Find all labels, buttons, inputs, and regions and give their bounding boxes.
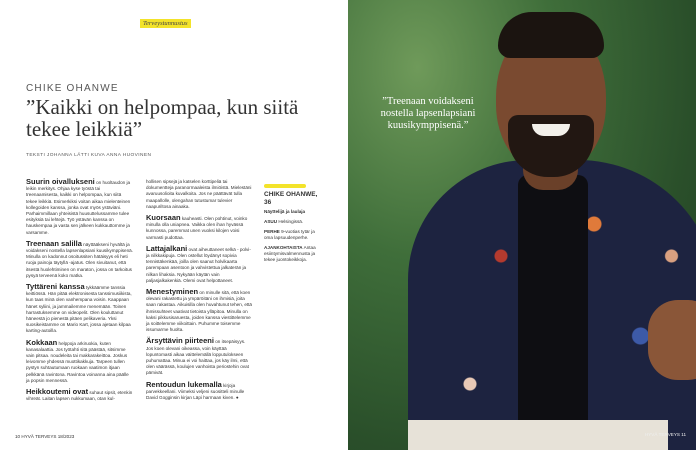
paragraph-lead: Lattajalkani xyxy=(146,243,188,253)
paragraph-lead: Tyttäreni kanssa xyxy=(26,282,85,292)
fact-line xyxy=(264,229,324,241)
paragraph-lead: Kuorsaan xyxy=(146,213,181,223)
fact-label: AJANKOHTAISTA xyxy=(264,245,303,250)
arm xyxy=(648,300,696,380)
paragraph-text: on huoltaudon ja leikin merkitys. Ohjaa kyse työstä tai treenaamisesta, kaikki on helpompaa, kun siitä tekee leikkiä. Esimerkiksi voitan aikaa mielenteinen kollegoiden kanssa, jonka ovat myös ystäviäni. Parhaimmillaan yhteisistä huusuttelussamme tulee esityksiä tai lehtejä. Työ ystävän kanssa on hauskempaa ja vasta sen jälkeen kukkauttomme ja varsamme. xyxy=(26,180,131,235)
page-footer-right: HYVÄ TERVEYS 11 xyxy=(644,432,686,437)
paragraph-text: helppoja arkiruokia, kuten kanasalaattia. Jos työtahti sitä päästää, sitsimme vain pitsaa. noudeleita tai makkarakeittoa. Joskus leivomme yhdessä muottikakkuja. Tarpeen tullen pystyn suhtautumaan ruokaan vaatimon itjaan pelkkänä ravintona. Ravintoa voinanna aina päälle ja popsin mennessä. xyxy=(26,340,129,383)
author-name: CHIKE OHANWE xyxy=(26,83,119,94)
paragraph xyxy=(146,338,253,376)
page-footer-left: 10 HYVÄ TERVEYS 18/2023 xyxy=(15,434,75,439)
black-undershirt xyxy=(518,175,588,435)
fact-line xyxy=(264,219,324,225)
paragraph xyxy=(146,243,253,284)
paragraph-lead: Menestyminen xyxy=(146,287,199,297)
paragraph xyxy=(26,337,133,384)
paragraph xyxy=(146,179,253,210)
paragraph xyxy=(146,289,253,333)
section-tag: Terveystunnustus xyxy=(140,19,191,28)
paragraph xyxy=(146,215,253,241)
paragraph-text: ovat aiheuttaneet selkä - polvi- ja nilkkakipuja. Olen ostellut löydänyt sopivia tennistäkenkää, joilla olen saanut holvikaarta parempaan asentoon ja vahvistettua jalkaterän ja nilkan lihaksia. Nykyään käytän vain paljasjalkakenkiä. Olemi ovat helpottaneet. xyxy=(146,246,251,283)
smile xyxy=(532,124,570,136)
paragraph-text: kauheasti. Olen pohtinut, voinko minulla olla uniapnea. Vaikka olen ihan hyvässä kunnossa, paremmat unen vuoksi kilojen voisi varmasti pudottaa. xyxy=(146,216,248,240)
column-1 xyxy=(26,179,133,408)
paragraph-lead: Ärsyttävin piirteeni xyxy=(146,336,214,346)
paragraph xyxy=(26,389,133,402)
paragraph-text: tykkäämme tanssia keittiössä. Hän pitää elektronisesta tanssimusiikista, kun taas minä olen vanhempana voisin. Kaappaan hänet syliini, ja jammailemme menemään. Toinen harrastuksemme on videopelit. Olen kouluttanut häneestä jo pienestä pitäen pelikaveria. Yksi suosikeistamme on Mario Kart, jossa ajetaan kilpaa karting-autoilla. xyxy=(26,285,132,334)
fact-value: Helsingissä. xyxy=(278,219,304,224)
paragraph-text: on minulle sitä, että koen olevani rakastettu ja ympäröitäni on ihmisiä, joita saan rakastaa. Aikuisilla olen huvahtunut tehen, että ihmissuhteet vaativat tietoista ylläpitoa. Minulla on kaksi pikkusisaruesta, joiden kanssa viestittelemme ja soittelemme viikoittain. Puhumme toisemme issumarme huolta. xyxy=(146,290,252,333)
column-2 xyxy=(146,179,253,406)
accent-bar xyxy=(264,184,306,188)
fact-role-text: Näyttelijä ja laulaja xyxy=(264,209,306,214)
paragraph-text: kirjoja parvekkeellani. Viimeksi veljeni suositteli minulle David Gogginsin kirjan Läpi harmaan kiven. ● xyxy=(146,382,245,401)
paragraph xyxy=(26,238,133,279)
fact-label: PERHE xyxy=(264,229,280,234)
paragraph-text: on itsepäisyys. Jos koen olevani oikeassa, voin käyttää lopuntomasti aikaa väittelemällä lopputulokseen puhumattaa. Minua ei voi haittaa, jos käy ilmi, että olen väärässä, koulujen vanhoista periostehin ovat pämivät. xyxy=(146,339,249,376)
pull-quote: ”Treenaan voidakseni nostella lapsenlapsiani kuusikymppisenä.” xyxy=(380,96,476,131)
fact-box xyxy=(264,184,324,267)
fact-role xyxy=(264,209,324,215)
paragraph-text: näyttääkseni hyvältä ja voidakseni nostella lapsenlapsiani kuusikymppisenä. Minulla on kadonnut osoitussiten hätäisyys eli heti ruoja painoja täytyllä -ajatus. Olen sivuitanut, että itsestä huolehtiminen on maraton, jossa on tarkoitus pysyä terveenä koko matka. xyxy=(26,241,133,278)
trousers xyxy=(408,420,668,450)
paragraph-lead: Kokkaan xyxy=(26,337,58,347)
credits: TEKSTI JOHANNA LÄTTI KUVA ANNA HUOVINEN xyxy=(26,153,152,158)
article-title: ”Kaikki on helpompaa, kun siitä tekee leikkiä” xyxy=(26,95,299,141)
paragraph-lead: Heikkoutemi ovat xyxy=(26,387,89,397)
fact-name: CHIKE OHANWE, 36 xyxy=(264,191,318,206)
paragraph-text: hollisen sipsejä ja katselen korttipeliä tai dokumentteja paranormaaleista ilmiöistä. Mielestäni avaruusolioita kuvalkoita. Jos ne päättävät tulla maapallolle, olengahan tutustumar tulevier naapuriltosa ainaaka. xyxy=(146,179,252,209)
paragraph-lead: Rentoudun lukemalla xyxy=(146,379,222,389)
paragraph xyxy=(146,379,253,402)
fact-value: Antaa esiintymisvalmennusta ja tekee juontokeikkoja. xyxy=(264,245,316,262)
paragraph xyxy=(26,284,133,335)
paragraph-lead: Treenaan salilla xyxy=(26,238,82,248)
photo-page xyxy=(348,0,696,450)
paragraph-lead: Suurin oivallukseni xyxy=(26,177,95,186)
paragraph xyxy=(26,179,133,236)
fact-line xyxy=(264,245,324,263)
hair xyxy=(498,12,604,58)
fact-value: 9-vuotias tytär ja oma lapsuudenperhe. xyxy=(264,229,315,240)
fact-label: ASUU xyxy=(264,219,278,224)
paragraph-text: suhaut sipsit, etenkin vihreät. Laitan lapsen nukkumaan, otan kul- xyxy=(26,390,133,402)
